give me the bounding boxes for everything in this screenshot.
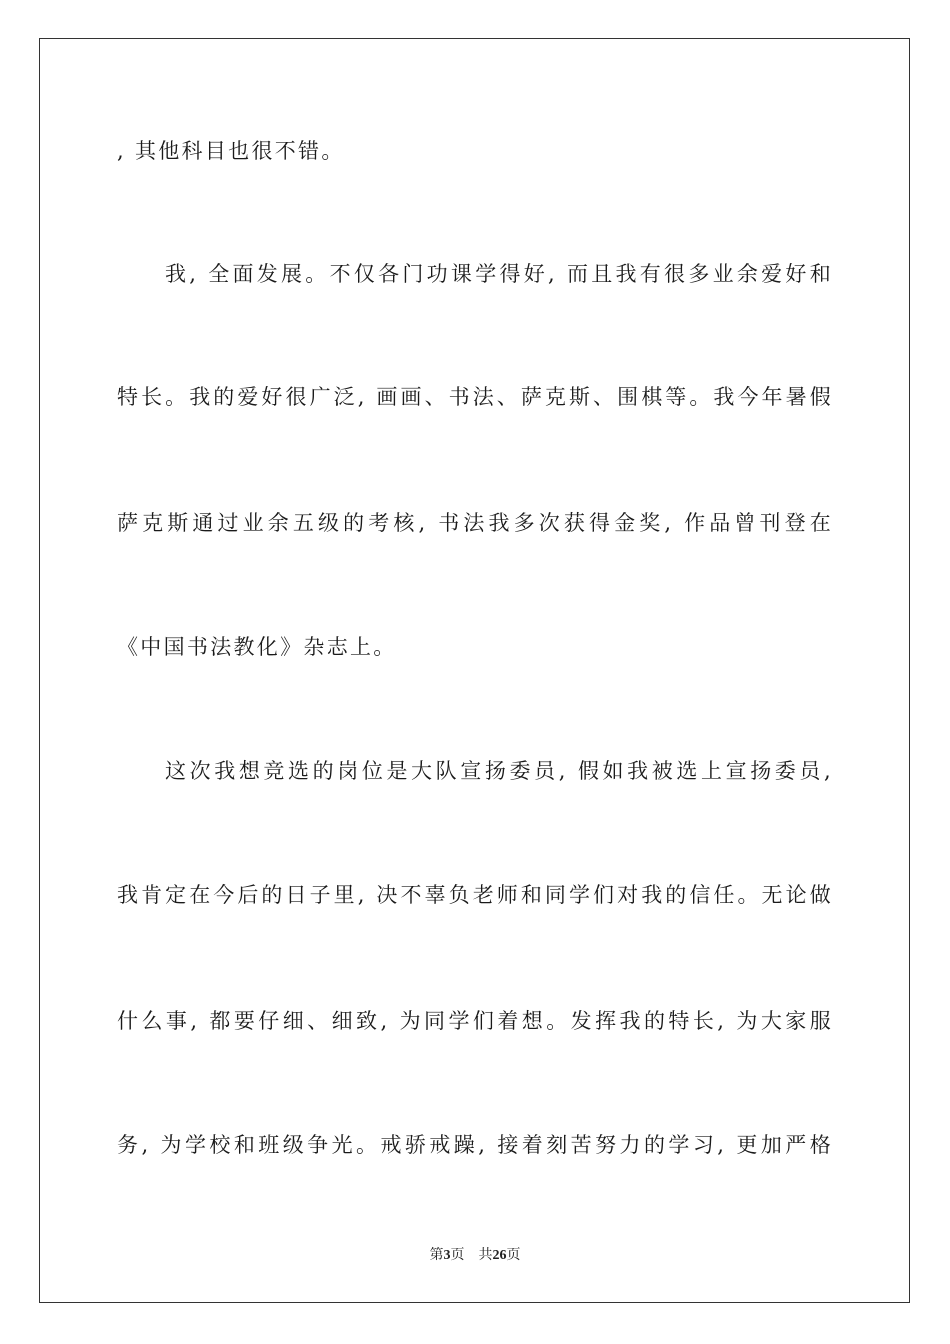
body-line-2: 我, 全面发展。不仅各门功课学得好, 而且我有很多业余爱好和 bbox=[165, 262, 833, 286]
body-line-6: 这次我想竞选的岗位是大队宣扬委员, 假如我被选上宣扬委员, bbox=[165, 759, 833, 783]
body-line-1: , 其他科目也很不错。 bbox=[117, 139, 345, 163]
body-line-8: 什么事, 都要仔细、细致, 为同学们着想。发挥我的特长, 为大家服 bbox=[117, 1009, 833, 1033]
body-line-5: 《中国书法教化》杂志上。 bbox=[117, 635, 397, 659]
footer-total-prefix: 共 bbox=[478, 1247, 493, 1263]
body-line-9: 务, 为学校和班级争光。戒骄戒躁, 接着刻苦努力的学习, 更加严格 bbox=[117, 1133, 833, 1157]
body-line-4: 萨克斯通过业余五级的考核, 书法我多次获得金奖, 作品曾刊登在 bbox=[117, 511, 833, 535]
body-line-7: 我肯定在今后的日子里, 决不辜负老师和同学们对我的信任。无论做 bbox=[117, 883, 833, 907]
footer-total-suffix: 页 bbox=[506, 1247, 521, 1263]
footer-page-number: 3 bbox=[443, 1248, 451, 1263]
page-border bbox=[39, 38, 910, 1303]
footer-page-prefix: 第 bbox=[429, 1247, 444, 1263]
footer-total-pages: 26 bbox=[492, 1248, 507, 1263]
footer-page-suffix: 页 bbox=[450, 1247, 465, 1263]
page-footer bbox=[0, 1245, 950, 1266]
body-line-3: 特长。我的爱好很广泛, 画画、书法、萨克斯、围棋等。我今年暑假 bbox=[117, 385, 833, 409]
